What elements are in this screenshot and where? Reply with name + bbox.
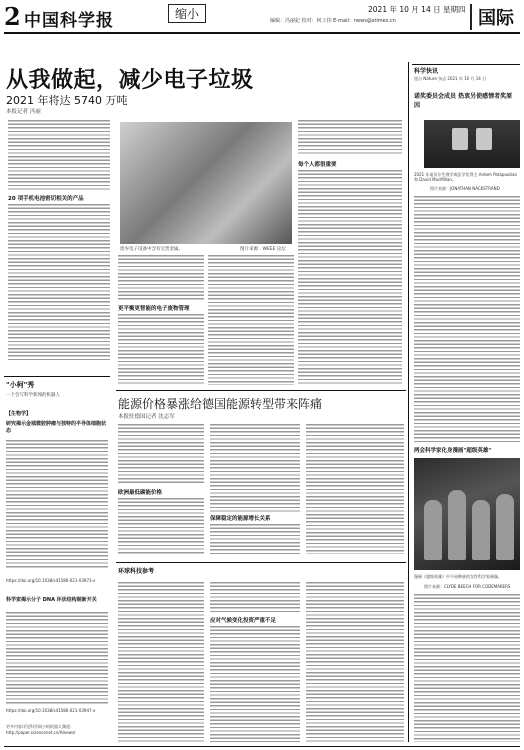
main-article-col4-text — [298, 120, 402, 156]
third-article-col2-text — [210, 582, 300, 612]
column-box-subtitle: 一个会写科学新闻的机器人 — [6, 393, 60, 398]
second-article-col2-text — [210, 424, 300, 512]
right-headline-2: 两会科学家化身漫画"超级英雄" — [414, 448, 492, 454]
figure-3 — [472, 500, 490, 560]
footer-rule — [4, 746, 520, 747]
third-article-rule — [116, 562, 406, 563]
portrait-left — [452, 128, 468, 150]
right-section-title: 科学快讯 — [414, 68, 439, 75]
third-article-header: 环球科技参考 — [118, 568, 155, 575]
second-subhead-2: 保障稳定的能源增长关系 — [210, 516, 271, 522]
nobel-laureates-photo — [424, 120, 520, 168]
shrink-tag[interactable]: 缩小 — [168, 4, 206, 23]
right-photo-credit: 图片来源：JONATHAN NACKSTRAND — [430, 186, 500, 191]
main-subhead-3: 每个人都很重要 — [298, 162, 337, 168]
main-subhead-2: 更平衡更智能的电子废物管理 — [118, 306, 190, 312]
e-waste-photo — [120, 122, 292, 244]
second-byline: 本报驻德国记者 沈志军 — [118, 414, 175, 420]
right-article-2-text — [414, 594, 520, 742]
photo-caption: 废弃电子设备中含有宝贵金属。 — [120, 247, 183, 252]
column-item-2-link[interactable]: https://doi.org/10.1038/s41586-021-03947-x — [6, 708, 96, 713]
third-subhead-1: 应对气候变化投资严重不足 — [210, 618, 277, 624]
column-item-1-title: 研究揭示金城微胶肿瘤与独特的半导体细胞状态 — [6, 421, 107, 434]
figure-4 — [496, 494, 514, 560]
column-box-rule — [4, 376, 110, 377]
col-divider-right — [408, 62, 409, 742]
portrait-right — [476, 128, 492, 150]
photo-credit: 图片来源：WEEE 论坛 — [240, 247, 286, 252]
page-number: 2 — [4, 2, 21, 31]
section-title: 国际 — [470, 4, 514, 30]
column-item-2-text — [6, 612, 108, 704]
main-article-col3-text — [208, 255, 294, 385]
right-section-sub: 选自 Nature 杂志 2021 年 10 月 14 日 — [414, 76, 487, 81]
second-article-col3-text — [306, 424, 404, 554]
main-byline: 本报记者 冯丽 — [6, 109, 41, 115]
third-article-col1-text — [118, 582, 204, 742]
figure-2 — [448, 490, 466, 560]
second-article-rule — [116, 390, 406, 391]
main-headline: 从我做起，减少电子垃圾 — [6, 67, 254, 93]
right-article-1-text — [414, 196, 520, 442]
column-item-1-link[interactable]: https://doi.org/10.1038/s41586-021-03973-x — [6, 578, 96, 583]
second-article-col2-text-2 — [210, 524, 300, 554]
second-subhead-1: 欧洲最低碳能价格 — [118, 490, 163, 496]
figure-1 — [424, 500, 442, 560]
right-photo2-credit: 图片来源：CLYDE BEECH FOR CODEMAKERS — [424, 584, 511, 589]
header-rule — [4, 32, 520, 34]
main-subheadline: 2021 年将达 5740 万吨 — [6, 94, 128, 107]
superhero-scientists-photo — [414, 458, 520, 570]
main-article-col1-text-2 — [8, 204, 110, 360]
right-photo-caption: 2021 年诺贝尔生理学或医学奖得主 Ardem Patapoutian 和 David MacMillan。 — [414, 172, 518, 182]
editor-contact: 编辑：冯丽妃 校对：何工伟 E-mail：news@stimes.cn — [270, 18, 396, 24]
column-item-2-title: 科学家揭示分子 DNA 环状结构制新开关 — [6, 597, 97, 603]
second-headline: 能源价格暴涨给德国能源转型带来阵痛 — [118, 397, 323, 411]
column-item-1-text — [6, 440, 108, 568]
main-subhead-1: 20 项手机电池密切相关的产品 — [8, 196, 84, 202]
right-photo2-caption: 漫画《超级英雄》中不同种族的女性科学家画像。 — [414, 574, 502, 579]
main-article-col2-text — [118, 255, 204, 301]
third-article-col3-text — [306, 582, 404, 742]
second-article-col1-text — [118, 424, 204, 484]
column-box-footer[interactable]: 更多内容详见科学网小柯机器人频道： http://paper.sciencenet.cn/AInews/ — [6, 724, 76, 735]
right-headline-1: 诺奖委员会成员 热衷另使感情者奖原因 — [414, 93, 513, 109]
main-article-col2-text-2 — [118, 314, 204, 384]
third-article-col2-text-2 — [210, 626, 300, 742]
issue-date: 2021 年 10 月 14 日 星期四 — [368, 5, 466, 14]
column-box-title: "小柯"秀 — [6, 381, 35, 389]
second-article-col1-text-2 — [118, 498, 204, 554]
main-article-col4-text-2 — [298, 170, 402, 385]
right-col-rule — [412, 64, 520, 65]
main-article-col1-text — [8, 120, 110, 190]
column-box-label: 【生物学】 — [6, 411, 32, 417]
newspaper-logo: 中国科学报 — [24, 11, 114, 31]
